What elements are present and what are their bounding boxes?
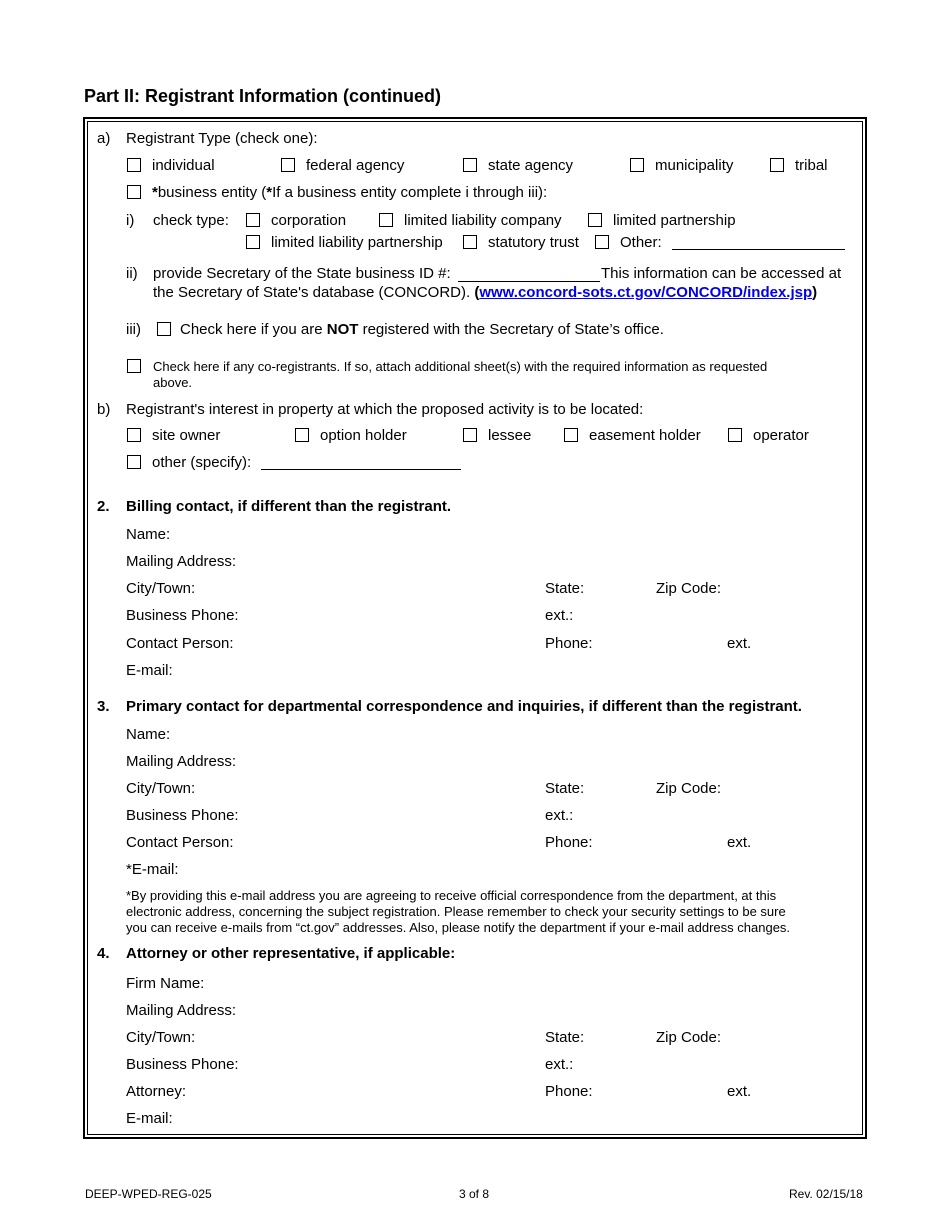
billing-contact-person-label: Contact Person: (126, 635, 234, 652)
checkbox-llp[interactable] (246, 235, 260, 249)
section-iii-marker: iii) (126, 321, 141, 338)
label-llp: limited liability partnership (271, 234, 443, 251)
checkbox-municipality[interactable] (630, 158, 644, 172)
attorney-phone-ext-label: ext. (727, 1083, 752, 1100)
billing-ext-label: ext.: (545, 607, 574, 624)
other-interest-field[interactable] (261, 469, 461, 470)
billing-contact-ext-label: ext. (727, 635, 752, 652)
label-statutory-trust: statutory trust (488, 234, 579, 251)
attorney-firm-label: Firm Name: (126, 975, 205, 992)
email-note-line-2: electronic address, concerning the subject registration. Please remember to check your security settings to be sure (126, 904, 786, 919)
section-a-marker: a) (97, 130, 111, 147)
concord-link[interactable]: www.concord-sots.ct.gov/CONCORD/index.jsp (479, 284, 813, 301)
billing-zip-label: Zip Code: (656, 580, 722, 597)
section-2-heading: Billing contact, if different than the registrant. (126, 498, 452, 515)
attorney-email-label: E-mail: (126, 1110, 173, 1127)
attorney-zip-label: Zip Code: (656, 1029, 722, 1046)
label-corporation: corporation (271, 212, 347, 229)
checkbox-individual[interactable] (127, 158, 141, 172)
checkbox-lessee[interactable] (463, 428, 477, 442)
label-state-agency: state agency (488, 157, 574, 174)
checkbox-state-agency[interactable] (463, 158, 477, 172)
label-individual: individual (152, 157, 215, 174)
attorney-mailing-label: Mailing Address: (126, 1002, 237, 1019)
form-id: DEEP-WPED-REG-025 (85, 1187, 212, 1201)
checkbox-tribal[interactable] (770, 158, 784, 172)
section-b-marker: b) (97, 401, 111, 418)
attorney-state-label: State: (545, 1029, 585, 1046)
checkbox-federal-agency[interactable] (281, 158, 295, 172)
section-4-heading: Attorney or other representative, if applicable: (126, 945, 456, 962)
attorney-city-label: City/Town: (126, 1029, 196, 1046)
primary-contact-ext-label: ext. (727, 834, 752, 851)
primary-contact-person-label: Contact Person: (126, 834, 234, 851)
label-option-holder: option holder (320, 427, 407, 444)
billing-mailing-label: Mailing Address: (126, 553, 237, 570)
revision-date: Rev. 02/15/18 (789, 1187, 863, 1201)
email-note-line-1: *By providing this e-mail address you are agreeing to receive official correspondence from the department, at this (126, 888, 777, 903)
not-registered-label: Check here if you are NOT registered with the Secretary of State’s office. (180, 321, 664, 338)
page-number: 3 of 8 (459, 1187, 490, 1201)
section-3-number: 3. (97, 698, 110, 715)
section-4-number: 4. (97, 945, 110, 962)
co-registrants-text-1: Check here if any co-registrants. If so, attach additional sheet(s) with the required information as requested (153, 359, 768, 374)
billing-business-phone-label: Business Phone: (126, 607, 239, 624)
access-info-text: This information can be accessed at (601, 265, 842, 282)
primary-email-label: *E-mail: (126, 861, 179, 878)
registrant-type-prompt: Registrant Type (check one): (126, 130, 318, 147)
primary-city-label: City/Town: (126, 780, 196, 797)
other-type-field[interactable] (672, 249, 845, 250)
checkbox-site-owner[interactable] (127, 428, 141, 442)
checkbox-option-holder[interactable] (295, 428, 309, 442)
section-ii-marker: ii) (126, 265, 138, 282)
checkbox-business-entity[interactable] (127, 185, 141, 199)
label-other-type: Other: (620, 234, 662, 251)
label-federal-agency: federal agency (306, 157, 405, 174)
attorney-phone-label: Phone: (545, 1083, 593, 1100)
business-entity-label: *business entity (*If a business entity complete i through iii): (152, 184, 548, 201)
checkbox-statutory-trust[interactable] (463, 235, 477, 249)
billing-city-label: City/Town: (126, 580, 196, 597)
checkbox-co-registrants[interactable] (127, 359, 141, 373)
primary-ext-label: ext.: (545, 807, 574, 824)
concord-text: the Secretary of State's database (CONCORD). (www.concord-sots.ct.gov/CONCORD/index.jsp) (153, 284, 818, 301)
check-type-prompt: check type: (153, 212, 229, 229)
billing-name-label: Name: (126, 526, 171, 543)
interest-prompt: Registrant's interest in property at which the proposed activity is to be located: (126, 401, 644, 418)
primary-phone-label: Phone: (545, 834, 593, 851)
page-title: Part II: Registrant Information (continued) (84, 86, 442, 106)
billing-state-label: State: (545, 580, 585, 597)
primary-zip-label: Zip Code: (656, 780, 722, 797)
label-site-owner: site owner (152, 427, 221, 444)
business-id-field[interactable] (458, 281, 600, 282)
email-note-line-3: you can receive e-mails from “ct.gov” addresses. Also, please notify the department if your e-mail address changes. (126, 920, 791, 935)
business-id-prompt: provide Secretary of the State business ID #: (153, 265, 451, 282)
checkbox-llc[interactable] (379, 213, 393, 227)
checkbox-limited-partnership[interactable] (588, 213, 602, 227)
section-2-number: 2. (97, 498, 110, 515)
label-llc: limited liability company (404, 212, 562, 229)
checkbox-other-type[interactable] (595, 235, 609, 249)
label-operator: operator (753, 427, 809, 444)
primary-name-label: Name: (126, 726, 171, 743)
label-other-interest: other (specify): (152, 454, 252, 471)
attorney-name-label: Attorney: (126, 1083, 187, 1100)
section-i-marker: i) (126, 212, 135, 229)
section-3-heading: Primary contact for departmental correspondence and inquiries, if different than the registrant. (126, 698, 802, 715)
label-easement-holder: easement holder (589, 427, 701, 444)
checkbox-corporation[interactable] (246, 213, 260, 227)
primary-state-label: State: (545, 780, 585, 797)
primary-mailing-label: Mailing Address: (126, 753, 237, 770)
checkbox-other-interest[interactable] (127, 455, 141, 469)
billing-email-label: E-mail: (126, 662, 173, 679)
attorney-business-phone-label: Business Phone: (126, 1056, 239, 1073)
label-municipality: municipality (655, 157, 734, 174)
checkbox-operator[interactable] (728, 428, 742, 442)
checkbox-easement-holder[interactable] (564, 428, 578, 442)
label-lessee: lessee (488, 427, 532, 444)
primary-business-phone-label: Business Phone: (126, 807, 239, 824)
label-tribal: tribal (795, 157, 828, 174)
checkbox-not-registered[interactable] (157, 322, 171, 336)
co-registrants-text-2: above. (153, 375, 193, 390)
billing-phone-label: Phone: (545, 635, 593, 652)
attorney-ext-label: ext.: (545, 1056, 574, 1073)
label-limited-partnership: limited partnership (613, 212, 736, 229)
